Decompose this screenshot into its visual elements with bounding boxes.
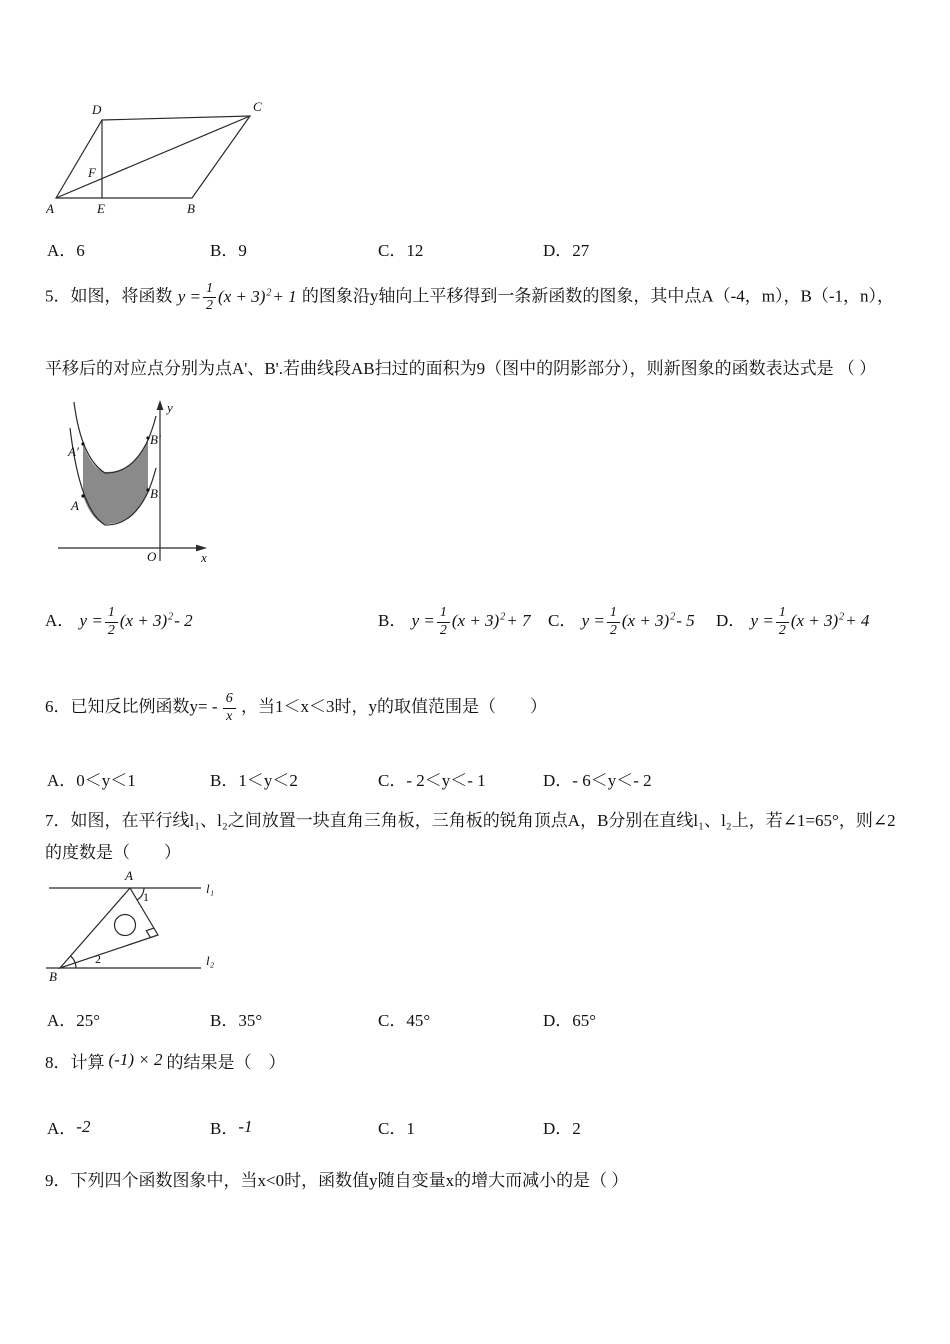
q8-options bbox=[0, 1114, 950, 1140]
point-label-A: A bbox=[125, 868, 133, 883]
option-label: B． bbox=[378, 611, 407, 631]
point-label-D: D bbox=[92, 102, 102, 117]
option-label: C． bbox=[548, 611, 577, 631]
angle-label-1: 1 bbox=[143, 890, 149, 904]
point-label-B: B bbox=[49, 969, 57, 984]
fraction bbox=[437, 606, 450, 638]
figure-parallelogram bbox=[46, 98, 266, 218]
formula-tail: - 2 bbox=[174, 611, 193, 631]
q7-options bbox=[0, 1006, 950, 1032]
q8-expression: (-1) × 2 bbox=[108, 1050, 163, 1069]
formula-lhs: y = bbox=[411, 611, 435, 631]
formula-tail: - 5 bbox=[676, 611, 695, 631]
option-value: 1 bbox=[406, 1119, 415, 1138]
q8-option-a bbox=[47, 1114, 90, 1139]
option-value: -2 bbox=[76, 1117, 91, 1136]
q8-text-after: 的结果是（ ） bbox=[166, 1053, 286, 1072]
option-label: C． bbox=[378, 1119, 407, 1138]
q6-options bbox=[0, 766, 950, 792]
fraction bbox=[203, 282, 216, 314]
formula-base: (x + 3) bbox=[218, 286, 266, 306]
option-label: B． bbox=[210, 1119, 239, 1138]
formula-exponent: 2 bbox=[266, 287, 272, 298]
point-label-A: A bbox=[71, 498, 79, 513]
angle-label-2: 2 bbox=[95, 952, 101, 966]
q8-option-d bbox=[543, 1114, 581, 1139]
q4-options bbox=[0, 236, 950, 262]
formula-exponent: 2 bbox=[500, 611, 506, 623]
q5-option-d bbox=[716, 606, 870, 638]
q4-option-d: D．27 bbox=[543, 241, 590, 260]
formula-lhs: y = bbox=[79, 611, 103, 631]
option-label: D． bbox=[716, 611, 746, 631]
origin-label: O bbox=[147, 549, 157, 564]
fraction-denominator: 2 bbox=[439, 622, 447, 638]
q5-options bbox=[0, 606, 950, 654]
angle2-arc bbox=[71, 956, 76, 968]
formula-base: (x + 3) bbox=[451, 611, 500, 631]
axis-label-x: x bbox=[201, 550, 207, 565]
formula-tail: + 7 bbox=[506, 611, 531, 631]
q5-option-c bbox=[548, 606, 696, 638]
option-value: -1 bbox=[238, 1117, 253, 1136]
fraction bbox=[776, 606, 789, 638]
formula-exponent: 2 bbox=[168, 611, 174, 623]
fraction-numerator: 1 bbox=[203, 282, 216, 299]
formula-exponent: 2 bbox=[670, 611, 676, 623]
fraction-denominator: 2 bbox=[609, 622, 617, 638]
point-A-prime bbox=[81, 442, 84, 445]
fraction-denominator: x bbox=[226, 708, 233, 724]
q6-option-b: B．1＜y＜2 bbox=[210, 771, 298, 790]
y-axis-arrow bbox=[157, 400, 164, 410]
point-label-B: B bbox=[187, 201, 195, 216]
point-label-A: A bbox=[46, 201, 54, 216]
fraction-numerator: 1 bbox=[105, 606, 118, 623]
q5-option-a bbox=[45, 606, 194, 638]
fraction-denominator: 2 bbox=[206, 298, 214, 314]
formula-lhs: y = bbox=[750, 611, 774, 631]
q7-option-d: D．65° bbox=[543, 1011, 597, 1030]
fraction-denominator: 2 bbox=[778, 622, 786, 638]
q7-text-line1: 7．如图，在平行线l₁、l₂之间放置一块直角三角板，三角板的锐角顶点A，B分别在直线l₁、l₂上，若∠1=65°，则∠2 bbox=[45, 811, 896, 830]
q8-text-before: 8．计算 bbox=[45, 1053, 105, 1072]
option-formula bbox=[79, 605, 194, 638]
line-label-l2: l₂ bbox=[206, 953, 215, 968]
q8-option-b bbox=[210, 1114, 253, 1139]
fraction-numerator: 1 bbox=[776, 606, 789, 623]
point-label-B: B bbox=[150, 486, 158, 501]
fraction bbox=[105, 606, 118, 638]
q6-fraction bbox=[222, 691, 237, 724]
q5-text-before: 5．如图，将函数 bbox=[45, 286, 173, 306]
option-value: 2 bbox=[572, 1119, 581, 1138]
q8-option-c bbox=[378, 1114, 415, 1139]
q5-text-line1 bbox=[45, 280, 925, 314]
formula-tail: + 1 bbox=[272, 286, 297, 306]
q6-text bbox=[45, 692, 925, 724]
q8-text bbox=[45, 1050, 925, 1076]
fraction-denominator: 2 bbox=[107, 622, 115, 638]
q5-text-after: 的图象沿y轴向上平移得到一条新函数的图象，其中点A（-4，m），B（-1，n）， bbox=[301, 286, 895, 306]
q4-option-c: C．12 bbox=[378, 241, 424, 260]
formula-base: (x + 3) bbox=[119, 611, 168, 631]
point-label-C: C bbox=[253, 99, 262, 114]
point-label-E: E bbox=[97, 201, 105, 216]
fraction-numerator: 1 bbox=[607, 606, 620, 623]
option-label: D． bbox=[543, 1119, 573, 1138]
q5-formula bbox=[177, 280, 302, 314]
point-label-B-prime: B' bbox=[150, 432, 161, 447]
formula-base: (x + 3) bbox=[621, 611, 670, 631]
q6-text-after: ，当1＜x＜3时，y的取值范围是（ ） bbox=[241, 697, 547, 717]
q9-text: 9．下列四个函数图象中，当x<0时，函数值y随自变量x的增大而减小的是（ ） bbox=[45, 1171, 629, 1190]
figure-parabola-graph bbox=[50, 398, 215, 578]
q7-option-b: B．35° bbox=[210, 1011, 263, 1030]
fraction bbox=[223, 692, 236, 724]
q5-option-b bbox=[378, 606, 531, 638]
q7-text-line2: 的度数是（ ） bbox=[45, 843, 181, 862]
q6-option-a: A．0＜y＜1 bbox=[47, 771, 136, 790]
fraction-numerator: 1 bbox=[437, 606, 450, 623]
q6-option-d: D．- 6＜y＜- 2 bbox=[543, 771, 652, 790]
axis-label-y: y bbox=[167, 400, 173, 415]
formula-lhs: y = bbox=[581, 611, 605, 631]
fraction-numerator: 6 bbox=[223, 692, 236, 709]
option-formula bbox=[750, 605, 871, 638]
q4-option-a: A．6 bbox=[47, 241, 85, 260]
option-label: A． bbox=[47, 1119, 77, 1138]
q7-option-a: A．25° bbox=[47, 1011, 101, 1030]
inscribed-circle bbox=[115, 915, 136, 936]
option-label: A． bbox=[45, 611, 75, 631]
q6-option-c: C．- 2＜y＜- 1 bbox=[378, 771, 486, 790]
q5-text-line2: 平移后的对应点分别为点A'、B'.若曲线段AB扫过的面积为9（图中的阴影部分），则新图象的函数表达式是 （ ） bbox=[45, 359, 877, 378]
q6-text-before: 6．已知反比例函数y= - bbox=[45, 697, 218, 717]
fraction bbox=[607, 606, 620, 638]
q7-option-c: C．45° bbox=[378, 1011, 431, 1030]
formula-tail: + 4 bbox=[845, 611, 870, 631]
line-label-l1: l₁ bbox=[206, 881, 215, 896]
q4-option-b: B．9 bbox=[210, 241, 247, 260]
point-A bbox=[81, 494, 84, 497]
point-label-F: F bbox=[88, 165, 96, 180]
point-label-A-prime: A' bbox=[68, 444, 79, 459]
option-formula bbox=[581, 605, 696, 638]
shaded-region bbox=[83, 438, 148, 524]
formula-base: (x + 3) bbox=[790, 611, 839, 631]
formula-lhs: y = bbox=[177, 286, 202, 306]
figure-triangle-parallel-lines bbox=[45, 868, 220, 993]
option-formula bbox=[411, 605, 532, 638]
formula-exponent: 2 bbox=[839, 611, 845, 623]
